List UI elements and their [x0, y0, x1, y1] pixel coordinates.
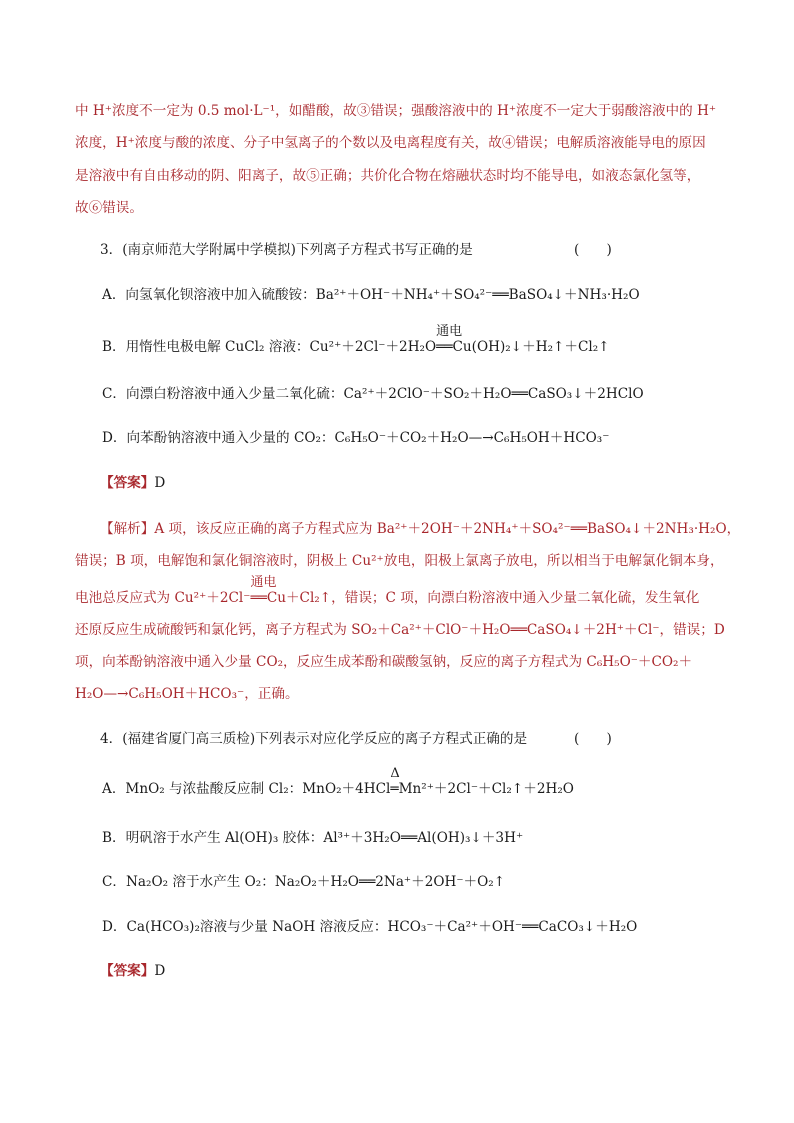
- explanation-line-1: 中 H⁺浓度不一定为 0.5 mol·L⁻¹，如醋酸，故③错误；强酸溶液中的 H⁺浓度不一定大于弱酸溶液中的 H⁺: [75, 103, 717, 119]
- question-4-option-a: [102, 766, 574, 799]
- option-b-reactants: B．用惰性电极电解 CuCl₂ 溶液：Cu²⁺＋2Cl⁻＋2H₂O: [102, 339, 437, 355]
- question-3-answer: [100, 473, 165, 493]
- electrolysis-arrow: [436, 324, 463, 357]
- question-3-option-c: C．向漂白粉溶液中通入少量二氧化硫：Ca²⁺＋2ClO⁻＋SO₂＋H₂O══CaSO₃↓＋2HClO: [102, 386, 644, 402]
- explanation-line-4: 故⑥错误。: [75, 200, 143, 216]
- answer-value: D: [154, 475, 166, 491]
- q3-explanation-line-1: 【解析】A 项，该反应正确的离子方程式应为 Ba²⁺＋2OH⁻＋2NH₄⁺＋SO₄²⁻══BaSO₄↓＋2NH₃·H₂O，: [100, 521, 741, 537]
- question-3-stem: 3．(南京师范大学附属中学模拟)下列离子方程式书写正确的是: [100, 242, 473, 258]
- electrolysis-condition: 通电: [436, 324, 463, 339]
- question-4-answer-blank: ( ): [574, 731, 612, 747]
- question-3-option-a: A．向氢氧化钡溶液中加入硫酸铵：Ba²⁺＋OH⁻＋NH₄⁺＋SO₄²⁻══BaSO₄↓＋NH₃·H₂O: [102, 287, 640, 303]
- question-4-stem: 4．(福建省厦门高三质检)下列表示对应化学反应的离子方程式正确的是: [100, 731, 528, 747]
- option-a-products: Mn²⁺＋2Cl⁻＋Cl₂↑＋2H₂O: [398, 781, 574, 797]
- question-3-option-b: [102, 324, 610, 357]
- equals-arrow: ══: [250, 590, 267, 606]
- option-b-products: Cu(OH)₂↓＋H₂↑＋Cl₂↑: [452, 339, 610, 355]
- electrolysis-condition: 通电: [250, 575, 277, 590]
- question-4-option-d: D．Ca(HCO₃)₂溶液与少量 NaOH 溶液反应：HCO₃⁻＋Ca²⁺＋OH⁻══CaCO₃↓＋H₂O: [102, 919, 638, 935]
- option-a-reactants: A．MnO₂ 与浓盐酸反应制 Cl₂：MnO₂＋4HCl: [102, 781, 391, 797]
- explain-products: Cu＋Cl₂↑，错误；C 项，向漂白粉溶液中通入少量二氧化硫，发生氧化: [266, 590, 700, 606]
- heating-arrow: [390, 766, 400, 799]
- question-4-option-c: C．Na₂O₂ 溶于水产生 O₂：Na₂O₂＋H₂O══2Na⁺＋2OH⁻＋O₂↑: [102, 874, 506, 890]
- answer-value: D: [154, 963, 166, 979]
- equals-arrow: ═: [390, 781, 399, 797]
- q3-explanation-line-6: H₂O—→C₆H₅OH＋HCO₃⁻，正确。: [75, 686, 299, 702]
- question-4-option-b: B．明矾溶于水产生 Al(OH)₃ 胶体：Al³⁺＋3H₂O══Al(OH)₃↓＋3H⁺: [102, 830, 524, 846]
- electrolysis-arrow: [250, 575, 277, 608]
- question-4-answer: [100, 961, 165, 981]
- q3-explanation-line-3: [75, 575, 700, 608]
- answer-label: 【答案】: [100, 963, 155, 979]
- question-3-option-d: D．向苯酚钠溶液中通入少量的 CO₂：C₆H₅O⁻＋CO₂＋H₂O—→C₆H₅OH＋HCO₃⁻: [102, 430, 610, 446]
- heating-condition: Δ: [390, 766, 400, 781]
- q3-explanation-line-5: 项，向苯酚钠溶液中通入少量 CO₂，反应生成苯酚和碳酸氢钠，反应的离子方程式为 C₆H₅O⁻＋CO₂＋: [75, 654, 693, 670]
- question-3-answer-blank: ( ): [574, 242, 612, 258]
- explanation-line-3: 是溶液中有自由移动的阴、阳离子，故⑤正确；共价化合物在熔融状态时均不能导电，如液态氯化氢等，: [75, 168, 701, 184]
- q3-explanation-line-4: 还原反应生成硫酸钙和氯化钙，离子方程式为 SO₂＋Ca²⁺＋ClO⁻＋H₂O══CaSO₄↓＋2H⁺＋Cl⁻，错误；D: [75, 622, 725, 638]
- explain-reactants: 电池总反应式为 Cu²⁺＋2Cl⁻: [75, 590, 251, 606]
- explanation-line-2: 浓度，H⁺浓度与酸的浓度、分子中氢离子的个数以及电离程度有关，故④错误；电解质溶液能导电的原因: [75, 135, 706, 151]
- q3-explanation-line-2: 错误；B 项，电解饱和氯化铜溶液时，阴极上 Cu²⁺放电，阳极上氯离子放电，所以相当于电解氯化铜本身，: [75, 553, 724, 569]
- equals-arrow: ══: [436, 339, 453, 355]
- answer-label: 【答案】: [100, 475, 155, 491]
